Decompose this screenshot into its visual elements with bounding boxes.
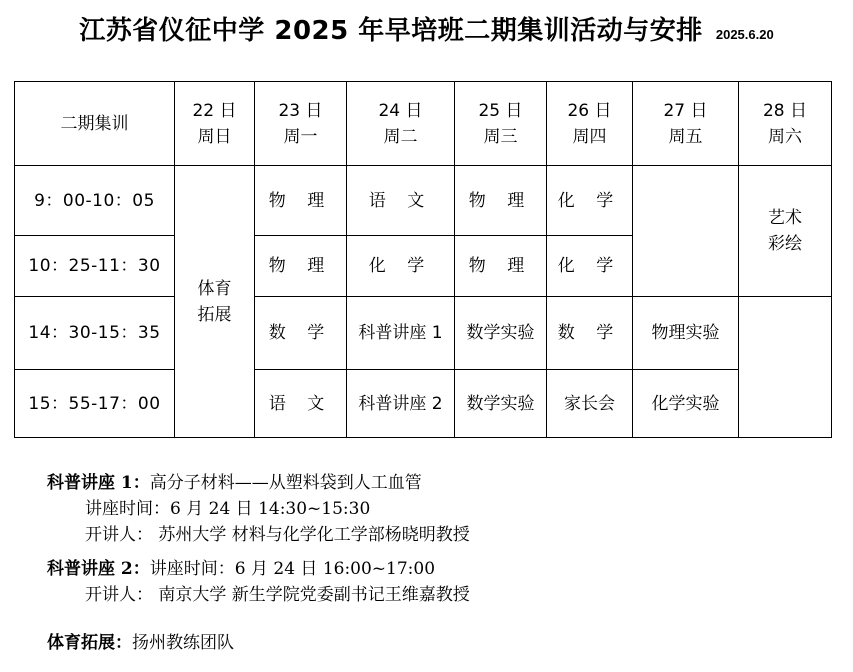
schedule-table — [14, 81, 832, 438]
day-label: 25 日 — [478, 100, 523, 121]
day-label: 28 日 — [762, 100, 808, 121]
class-cell: 数学实验 — [455, 297, 547, 370]
day-label: 24 日 — [378, 100, 423, 121]
class-cell: 化 学 — [547, 236, 633, 297]
day-header — [739, 82, 832, 166]
time-slot: 14：30-15：35 — [15, 297, 175, 370]
lecture1-time: 讲座时间：6 月 24 日 14:30~15:30 — [85, 499, 371, 519]
lecture2-time: 讲座时间：6 月 24 日 16:00~17:00 — [149, 559, 436, 579]
time-slot: 15：55-17：00 — [15, 370, 175, 438]
day-label: 27 日 — [663, 100, 708, 121]
table-row — [15, 166, 832, 236]
corner-header: 二期集训 — [15, 82, 175, 166]
weekday-label: 周四 — [572, 126, 607, 147]
table-row — [15, 370, 832, 438]
weekday-label: 周三 — [483, 126, 518, 147]
page-title: 江苏省仪征中学 2025 年早培班二期集训活动与安排 — [79, 16, 703, 46]
activity-line: 彩绘 — [768, 234, 802, 254]
class-cell: 数学实验 — [455, 370, 547, 438]
day-header — [633, 82, 739, 166]
saturday-activity — [739, 166, 832, 297]
sports-line — [47, 630, 827, 656]
class-cell: 家长会 — [547, 370, 633, 438]
day-label: 22 日 — [192, 100, 237, 121]
class-cell: 物 理 — [255, 166, 347, 236]
lecture2-line — [47, 556, 827, 582]
class-cell: 语 文 — [347, 166, 455, 236]
weekday-label: 周日 — [197, 126, 232, 147]
activity-line: 体育 — [197, 278, 232, 299]
class-cell: 化 学 — [547, 166, 633, 236]
class-cell: 数 学 — [547, 297, 633, 370]
class-cell: 语 文 — [255, 370, 347, 438]
empty-cell — [633, 166, 739, 297]
day-header — [347, 82, 455, 166]
day-header — [255, 82, 347, 166]
lecture2-speaker: 开讲人： 南京大学 新生学院党委副书记王维嘉教授 — [85, 585, 470, 605]
sports-text: 扬州教练团队 — [132, 633, 234, 653]
activity-line: 艺术 — [768, 208, 802, 228]
weekday-label: 周一 — [283, 126, 318, 147]
day-header — [547, 82, 633, 166]
lecture1-line — [47, 470, 827, 496]
class-cell: 物理实验 — [633, 297, 739, 370]
class-cell: 数 学 — [255, 297, 347, 370]
sports-label: 体育拓展： — [47, 633, 132, 653]
weekday-label: 周二 — [383, 126, 418, 147]
class-cell: 科普讲座 1 — [347, 297, 455, 370]
lecture1-label: 科普讲座 1： — [47, 473, 150, 493]
time-slot: 9：00-10：05 — [15, 166, 175, 236]
day-label: 23 日 — [278, 100, 323, 121]
header-row — [15, 82, 832, 166]
class-cell: 物 理 — [255, 236, 347, 297]
class-cell: 化学实验 — [633, 370, 739, 438]
time-slot: 10：25-11：30 — [15, 236, 175, 297]
day-label: 26 日 — [567, 100, 612, 121]
page-header — [0, 10, 853, 47]
class-cell: 物 理 — [455, 236, 547, 297]
day-header — [455, 82, 547, 166]
sunday-activity — [175, 166, 255, 438]
weekday-label: 周六 — [768, 126, 802, 147]
table-row — [15, 297, 832, 370]
empty-cell — [739, 297, 832, 438]
day-header — [175, 82, 255, 166]
notes-section — [47, 470, 827, 656]
lecture1-speaker: 开讲人： 苏州大学 材料与化学化工学部杨晓明教授 — [85, 525, 470, 545]
lecture2-label: 科普讲座 2： — [47, 559, 150, 579]
class-cell: 化 学 — [347, 236, 455, 297]
weekday-label: 周五 — [668, 126, 703, 147]
activity-line: 拓展 — [197, 304, 232, 325]
class-cell: 物 理 — [455, 166, 547, 236]
document-date: 2025.6.20 — [715, 27, 774, 42]
class-cell: 科普讲座 2 — [347, 370, 455, 438]
lecture1-topic: 高分子材料——从塑料袋到人工血管 — [149, 473, 422, 493]
